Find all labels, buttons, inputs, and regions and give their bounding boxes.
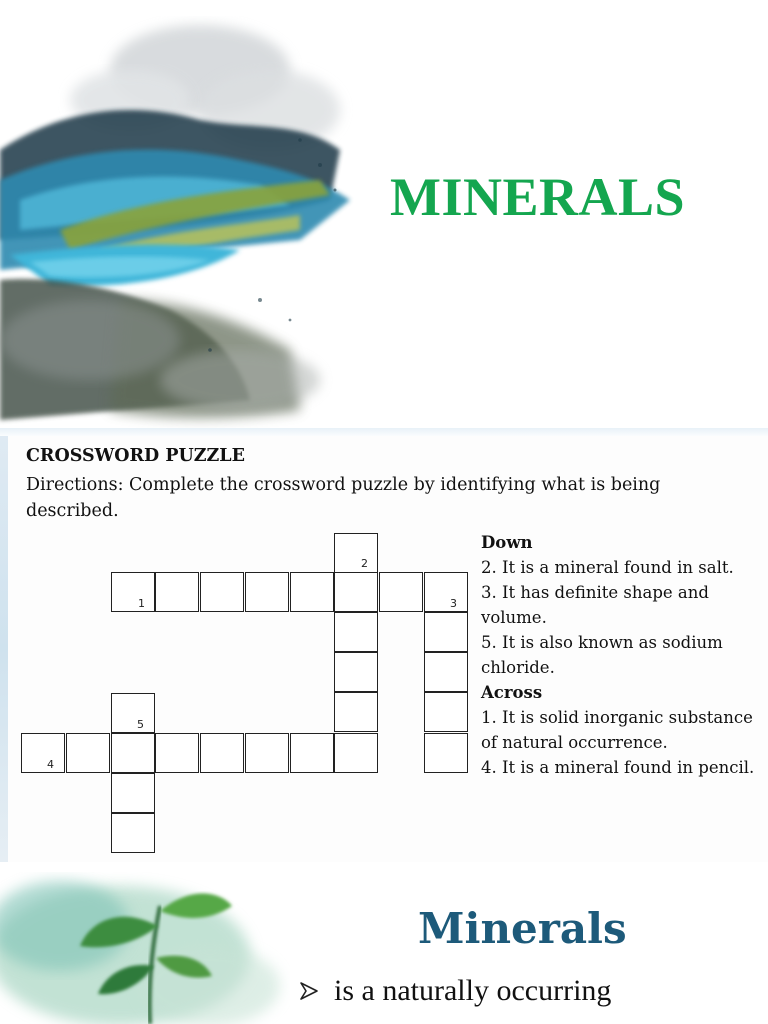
crossword-cell[interactable] xyxy=(111,733,155,773)
watercolor-mountain-lake-illustration xyxy=(0,0,380,428)
crossword-cell[interactable] xyxy=(334,733,378,773)
crossword-cell[interactable] xyxy=(424,612,468,652)
watercolor-plant-illustration xyxy=(0,866,290,1024)
slide-edge xyxy=(0,436,8,862)
slide-title: Minerals xyxy=(418,904,627,953)
across-clue: 1. It is solid inorganic substance of natural occurrence. xyxy=(481,708,753,752)
down-heading: Down xyxy=(481,533,533,552)
title-slide xyxy=(0,0,768,428)
crossword-cell[interactable] xyxy=(379,572,423,612)
slide-title: MINERALS xyxy=(390,167,686,227)
crossword-cell[interactable] xyxy=(334,572,378,612)
crossword-cell[interactable] xyxy=(111,773,155,813)
crossword-cell[interactable] xyxy=(334,533,378,573)
bullet-item xyxy=(298,974,611,1008)
crossword-cell[interactable] xyxy=(155,733,199,773)
crossword-cell[interactable] xyxy=(424,652,468,692)
crossword-cell[interactable] xyxy=(245,733,289,773)
crossword-cell[interactable] xyxy=(424,692,468,732)
bullet-text: is a naturally occurring xyxy=(334,974,612,1007)
crossword-cell[interactable] xyxy=(424,572,468,612)
clue-number-5: 5 xyxy=(137,718,144,731)
down-clue: 5. It is also known as sodium chloride. xyxy=(481,633,723,677)
crossword-cell[interactable] xyxy=(245,572,289,612)
across-clue: 4. It is a mineral found in pencil. xyxy=(481,758,755,777)
crossword-cell[interactable] xyxy=(111,813,155,853)
crossword-cell[interactable] xyxy=(66,733,110,773)
crossword-cell[interactable] xyxy=(200,572,244,612)
clue-number-3: 3 xyxy=(450,597,457,610)
arrow-bullet-icon xyxy=(298,980,320,1002)
crossword-cell[interactable] xyxy=(334,692,378,732)
crossword-cell[interactable] xyxy=(155,572,199,612)
crossword-cell[interactable] xyxy=(21,733,65,773)
crossword-cell[interactable] xyxy=(111,572,155,612)
down-clue: 3. It has definite shape and volume. xyxy=(481,583,709,627)
crossword-cell[interactable] xyxy=(200,733,244,773)
crossword-cell[interactable] xyxy=(334,612,378,652)
clue-number-1: 1 xyxy=(138,597,145,610)
across-heading: Across xyxy=(481,683,543,702)
worksheet-directions: Directions: Complete the crossword puzzle by identifying what is being described. xyxy=(26,475,661,521)
crossword-cell[interactable] xyxy=(290,733,334,773)
clue-number-2: 2 xyxy=(361,557,368,570)
crossword-worksheet xyxy=(0,436,768,862)
crossword-cell[interactable] xyxy=(424,733,468,773)
crossword-cell[interactable] xyxy=(334,652,378,692)
definition-slide xyxy=(0,866,768,1024)
down-clue: 2. It is a mineral found in salt. xyxy=(481,558,734,577)
worksheet-heading: CROSSWORD PUZZLE xyxy=(26,446,245,466)
clue-list xyxy=(481,530,761,780)
crossword-cell[interactable] xyxy=(111,693,155,733)
crossword-cell[interactable] xyxy=(290,572,334,612)
clue-number-4: 4 xyxy=(47,758,54,771)
